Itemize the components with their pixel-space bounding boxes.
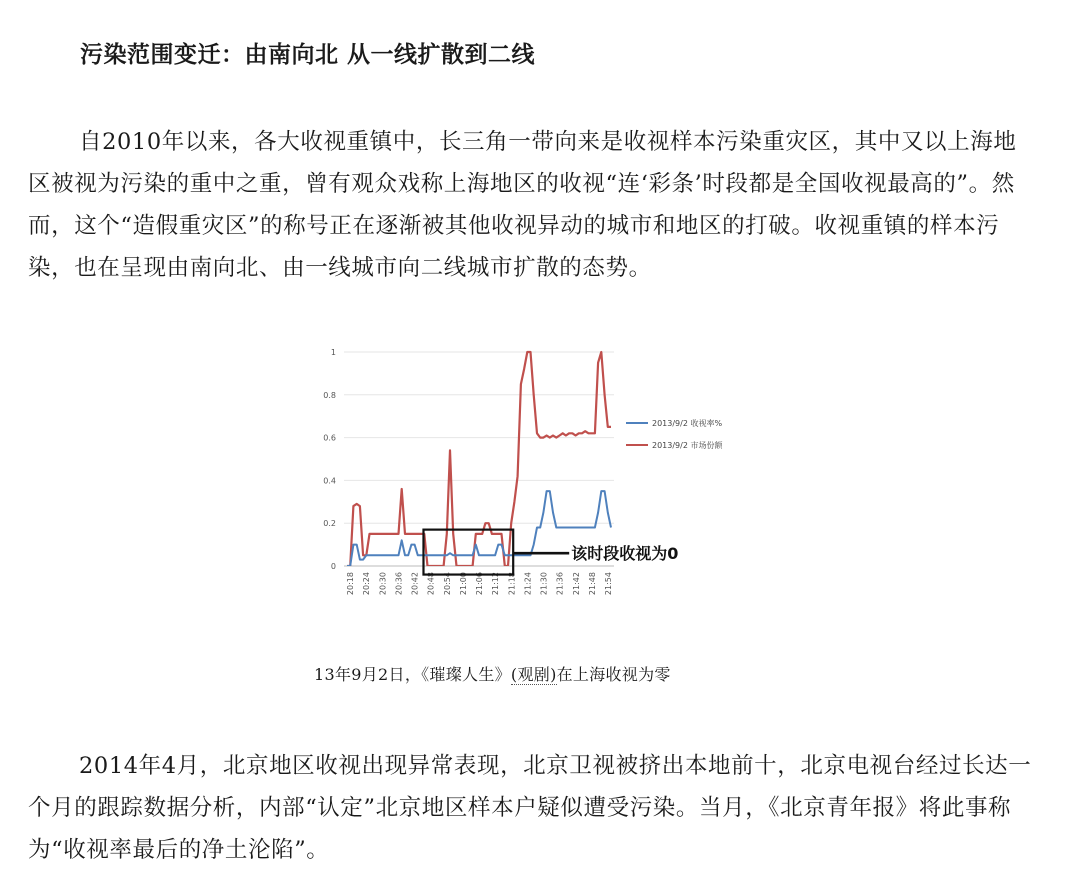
x-tick-label: 20:18 <box>346 572 355 596</box>
x-tick-label: 20:30 <box>378 572 388 596</box>
series-line <box>347 352 611 566</box>
x-tick-label: 21:12 <box>491 572 501 596</box>
x-tick-label: 21:48 <box>587 572 597 596</box>
x-tick-label: 21:30 <box>539 572 549 596</box>
caption-text: 13年9月2日，《璀璨人生》 <box>314 665 511 684</box>
section-heading: 污染范围变迁：由南向北 从一线扩散到二线 <box>80 42 536 68</box>
y-tick-label: 0.4 <box>323 476 336 486</box>
annotation-box <box>423 530 513 575</box>
y-tick-label: 1 <box>330 348 336 357</box>
x-tick-label: 20:42 <box>410 572 420 596</box>
legend-label: 2013/9/2 市场份额 <box>652 441 723 450</box>
figure-caption <box>314 662 774 685</box>
x-tick-label: 21:54 <box>604 572 613 596</box>
y-tick-label: 0.6 <box>323 433 336 443</box>
x-tick-label: 21:00 <box>458 572 468 596</box>
caption-link[interactable]: (观剧) <box>510 665 557 684</box>
legend-label: 2013/9/2 收视率% <box>652 419 723 428</box>
x-tick-label: 21:18 <box>507 572 517 596</box>
y-tick-label: 0.8 <box>323 390 336 400</box>
x-tick-label: 21:36 <box>555 572 565 596</box>
x-tick-label: 21:24 <box>523 572 533 596</box>
x-tick-label: 21:42 <box>571 572 581 596</box>
x-tick-label: 20:48 <box>426 572 436 596</box>
caption-text-end: 在上海收视为零 <box>556 665 671 684</box>
paragraph-beijing: 2014年4月，北京地区收视出现异常表现，北京卫视被挤出本地前十，北京电视台经过长达一个月的跟踪数据分析，内部“认定”北京地区样本户疑似遭受污染。当月，《北京青年报》将此事称为“收视率最后的净土沦陷”。 <box>28 753 1032 863</box>
y-tick-label: 0 <box>330 562 336 571</box>
y-tick-label: 0.2 <box>323 519 336 529</box>
x-tick-label: 20:24 <box>362 572 372 596</box>
x-tick-label: 20:36 <box>394 572 404 596</box>
annotation-label: 该时段收视为0 <box>571 544 679 564</box>
ratings-chart <box>312 336 772 611</box>
ratings-chart-svg <box>312 336 772 611</box>
x-tick-label: 20:54 <box>442 572 452 596</box>
x-tick-label: 21:06 <box>475 572 484 596</box>
paragraph-intro: 自2010年以来，各大收视重镇中，长三角一带向来是收视样本污染重灾区，其中又以上海地区被视为污染的重中之重，曾有观众戏称上海地区的收视“连‘彩条’时段都是全国收视最高的”。然而，这个“造假重灾区”的称号正在逐渐被其他收视异动的城市和地区的打破。收视重镇的样本污染，也在呈现由南向北、由一线城市向二线城市扩散的态势。 <box>28 129 1017 281</box>
